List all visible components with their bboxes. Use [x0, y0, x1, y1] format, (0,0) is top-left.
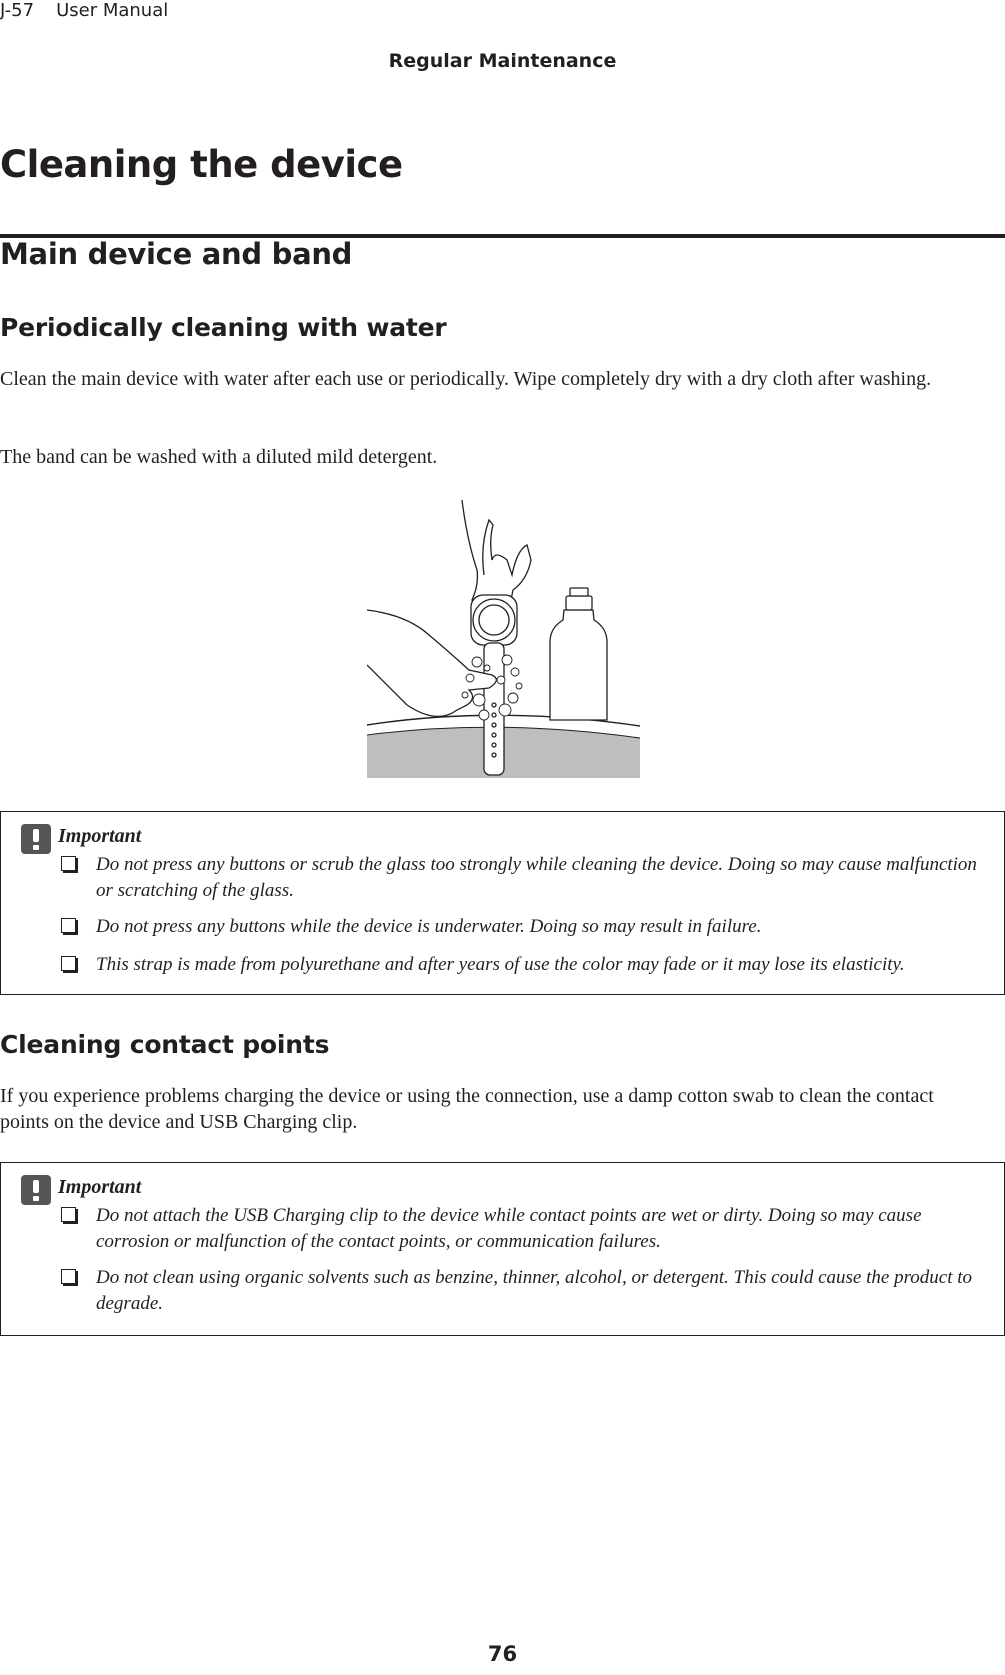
important-title: Important	[58, 1176, 142, 1198]
important-title: Important	[58, 825, 142, 847]
important-box-main-device	[0, 811, 1005, 995]
paragraph-water-2: The band can be washed with a diluted mild detergent.	[0, 446, 438, 468]
important-box-contact-points	[0, 1162, 1005, 1336]
detergent-bottle	[550, 588, 607, 720]
checkbox-bullet-icon	[61, 856, 76, 871]
page-number: 76	[487, 1642, 518, 1666]
paragraph-water-1: Clean the main device with water after each use or periodically. Wipe completely dry with a dry cloth after washing.	[0, 368, 932, 390]
exclamation-icon	[21, 1175, 51, 1205]
doc-name: User Manual	[56, 0, 169, 21]
important-item-text: Do not press any buttons or scrub the glass too strongly while cleaning the device. Doing so may cause malfunction or scratching of the glass.	[96, 854, 977, 901]
important-item-text: Do not attach the USB Charging clip to the device while contact points are wet or dirty. Doing so may cause corrosion or malfunction of the contact points, or communication failures.	[96, 1205, 922, 1252]
important-item-text: This strap is made from polyurethane and after years of use the color may fade or it may lose its elasticity.	[96, 954, 905, 975]
important-item-text: Do not clean using organic solvents such as benzine, thinner, alcohol, or detergent. This could cause the product to degrade.	[96, 1267, 973, 1314]
important-item-text: Do not press any buttons while the device is underwater. Doing so may result in failure.	[96, 916, 762, 937]
page-title: Cleaning the device	[0, 143, 403, 186]
checkbox-bullet-icon	[61, 918, 76, 933]
section-heading-main-device: Main device and band	[0, 237, 353, 271]
paragraph-contact-points: If you experience problems charging the device or using the connection, use a damp cotton swab to clean the contact points on the device and USB Charging clip.	[0, 1085, 934, 1133]
checkbox-bullet-icon	[61, 1269, 76, 1284]
doc-code: J-57	[0, 0, 35, 21]
running-header	[0, 0, 190, 21]
subheading-water: Periodically cleaning with water	[0, 313, 447, 342]
checkbox-bullet-icon	[61, 1207, 76, 1222]
exclamation-icon	[21, 824, 51, 854]
washing-illustration	[367, 500, 640, 778]
subheading-contact-points: Cleaning contact points	[0, 1030, 330, 1059]
upper-hand	[462, 500, 531, 610]
section-header: Regular Maintenance	[388, 50, 617, 72]
checkbox-bullet-icon	[61, 956, 76, 971]
